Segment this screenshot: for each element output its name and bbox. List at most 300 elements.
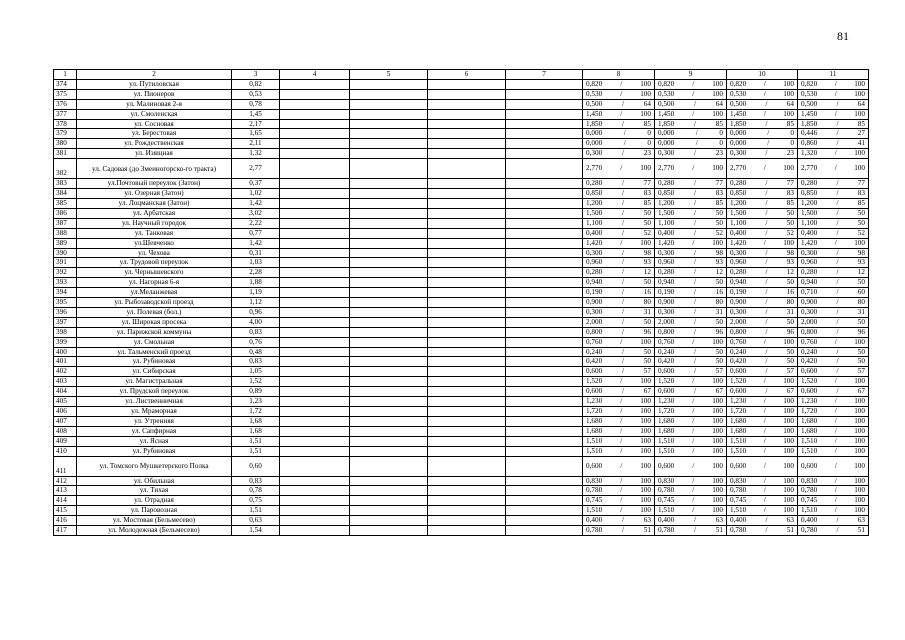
column-number-1: 1: [54, 70, 77, 80]
percent-value: 57: [715, 367, 723, 376]
empty-cell: [506, 189, 583, 199]
length-value: 1,230: [801, 397, 818, 406]
table-row: [54, 298, 869, 308]
empty-cell: [506, 238, 583, 248]
empty-cell: [428, 436, 506, 446]
length-value: 1,680: [658, 426, 675, 435]
separator-slash: /: [693, 149, 696, 158]
table-row: [54, 426, 869, 436]
empty-cell: [350, 327, 428, 337]
length-value: 0,300: [586, 149, 603, 158]
length-value: 0,900: [801, 298, 818, 307]
length-value: 0,240: [730, 347, 747, 356]
street-length: 0,83: [232, 327, 280, 337]
col9-value: [655, 179, 727, 189]
percent-value: 100: [854, 337, 865, 346]
empty-cell: [280, 337, 350, 347]
col10-value: [727, 506, 798, 516]
length-value: 1,230: [658, 397, 675, 406]
col8-value: [583, 476, 655, 486]
col9-value: [655, 307, 727, 317]
separator-slash: /: [836, 347, 839, 356]
length-value: 0,780: [586, 526, 603, 535]
table-row: [54, 268, 869, 278]
empty-cell: [280, 377, 350, 387]
length-value: 0,420: [658, 357, 675, 366]
length-value: 0,280: [586, 268, 603, 277]
separator-slash: /: [765, 387, 768, 396]
street-length: 3,02: [232, 208, 280, 218]
empty-cell: [280, 526, 350, 536]
length-value: 1,200: [730, 198, 747, 207]
empty-cell: [428, 238, 506, 248]
empty-cell: [506, 258, 583, 268]
empty-cell: [280, 89, 350, 99]
percent-value: 64: [857, 99, 865, 108]
street-name: ул. Паровозная: [77, 506, 232, 516]
empty-cell: [280, 278, 350, 288]
empty-cell: [280, 198, 350, 208]
length-value: 0,300: [801, 248, 818, 257]
table-row: [54, 189, 869, 199]
percent-value: 31: [857, 307, 865, 316]
separator-slash: /: [693, 516, 696, 525]
empty-cell: [350, 377, 428, 387]
empty-cell: [428, 367, 506, 377]
percent-value: 50: [786, 278, 794, 287]
col8-value: [583, 436, 655, 446]
col11-value: [798, 278, 869, 288]
table-row: [54, 416, 869, 426]
table-row: [54, 129, 869, 139]
col9-value: [655, 149, 727, 159]
col8-value: [583, 377, 655, 387]
length-value: 1,500: [586, 208, 603, 217]
col8-value: [583, 446, 655, 456]
length-value: 0,280: [801, 268, 818, 277]
col11-value: [798, 99, 869, 109]
row-number: 378: [54, 119, 77, 129]
row-number: 386: [54, 208, 77, 218]
table-row: [54, 476, 869, 486]
table-row: [54, 516, 869, 526]
percent-value: 100: [783, 89, 794, 98]
separator-slash: /: [620, 79, 623, 88]
length-value: 0,780: [801, 486, 818, 495]
length-value: 1,680: [586, 416, 603, 425]
page-number: 81: [837, 29, 849, 43]
separator-slash: /: [834, 377, 837, 386]
empty-cell: [350, 506, 428, 516]
length-value: 0,820: [658, 79, 675, 88]
street-name: ул. Смоленская: [77, 109, 232, 119]
col11-value: [798, 268, 869, 278]
street-name: ул. Широкая просека: [77, 317, 232, 327]
empty-cell: [350, 198, 428, 208]
percent-value: 50: [643, 208, 651, 217]
col10-value: [727, 149, 798, 159]
percent-value: 50: [715, 347, 723, 356]
col8-value: [583, 79, 655, 89]
empty-cell: [350, 208, 428, 218]
percent-value: 57: [857, 367, 865, 376]
separator-slash: /: [836, 288, 839, 297]
separator-slash: /: [693, 218, 696, 227]
length-value: 0,830: [730, 476, 747, 485]
col8-value: [583, 268, 655, 278]
col9-value: [655, 89, 727, 99]
percent-value: 93: [643, 258, 651, 267]
percent-value: 98: [715, 248, 723, 257]
percent-value: 100: [712, 238, 723, 247]
length-value: 0,780: [730, 486, 747, 495]
empty-cell: [428, 426, 506, 436]
percent-value: 100: [783, 461, 794, 470]
street-name: ул. Тихая: [77, 486, 232, 496]
table-row: [54, 99, 869, 109]
table-row: [54, 258, 869, 268]
length-value: 1,680: [730, 416, 747, 425]
percent-value: 98: [857, 248, 865, 257]
street-name: ул. Мраморная: [77, 407, 232, 417]
street-name: ул. Берестовая: [77, 129, 232, 139]
street-length: 0,78: [232, 99, 280, 109]
percent-value: 12: [857, 268, 865, 277]
empty-cell: [350, 99, 428, 109]
col11-value: [798, 407, 869, 417]
separator-slash: /: [836, 248, 839, 257]
table-row: [54, 218, 869, 228]
length-value: 1,520: [586, 377, 603, 386]
street-name: ул. Малиновая 2-я: [77, 99, 232, 109]
length-value: 1,850: [801, 119, 818, 128]
table-row: [54, 238, 869, 248]
row-number: 412: [54, 476, 77, 486]
street-name: ул. Обильная: [77, 476, 232, 486]
col10-value: [727, 278, 798, 288]
length-value: 0,600: [801, 461, 818, 470]
separator-slash: /: [620, 89, 623, 98]
percent-value: 85: [643, 198, 651, 207]
empty-cell: [428, 159, 506, 179]
length-value: 0,960: [801, 258, 818, 267]
length-value: 0,240: [801, 347, 818, 356]
separator-slash: /: [692, 416, 695, 425]
length-value: 1,320: [801, 149, 818, 158]
length-value: 0,600: [801, 367, 818, 376]
street-name: ул. Магистральная: [77, 377, 232, 387]
row-number: 402: [54, 367, 77, 377]
length-value: 1,680: [801, 416, 818, 425]
empty-cell: [506, 159, 583, 179]
empty-cell: [506, 486, 583, 496]
col10-value: [727, 357, 798, 367]
length-value: 0,745: [658, 496, 675, 505]
separator-slash: /: [620, 486, 623, 495]
percent-value: 0: [719, 129, 723, 138]
empty-cell: [428, 387, 506, 397]
separator-slash: /: [693, 228, 696, 237]
separator-slash: /: [693, 347, 696, 356]
row-number: 388: [54, 228, 77, 238]
separator-slash: /: [765, 208, 768, 217]
length-value: 0,860: [801, 139, 818, 148]
col8-value: [583, 109, 655, 119]
col11-value: [798, 416, 869, 426]
column-number-10: 10: [727, 70, 798, 80]
separator-slash: /: [695, 139, 698, 148]
column-number-4: 4: [280, 70, 350, 80]
length-value: 0,850: [730, 189, 747, 198]
empty-cell: [350, 347, 428, 357]
percent-value: 50: [857, 278, 865, 287]
percent-value: 23: [643, 149, 651, 158]
col8-value: [583, 238, 655, 248]
percent-value: 83: [715, 189, 723, 198]
empty-cell: [506, 139, 583, 149]
percent-value: 100: [712, 486, 723, 495]
col11-value: [798, 79, 869, 89]
empty-cell: [506, 129, 583, 139]
separator-slash: /: [621, 307, 624, 316]
length-value: 1,420: [586, 238, 603, 247]
length-value: 0,760: [586, 337, 603, 346]
empty-cell: [506, 436, 583, 446]
empty-cell: [506, 109, 583, 119]
col9-value: [655, 278, 727, 288]
length-value: 1,200: [586, 198, 603, 207]
separator-slash: /: [765, 516, 768, 525]
percent-value: 100: [640, 436, 651, 445]
street-length: 4,00: [232, 317, 280, 327]
col11-value: [798, 248, 869, 258]
empty-cell: [506, 496, 583, 506]
separator-slash: /: [693, 327, 696, 336]
separator-slash: /: [693, 99, 696, 108]
length-value: 0,780: [658, 486, 675, 495]
separator-slash: /: [763, 79, 766, 88]
street-name: ул. Трудовой переулок: [77, 258, 232, 268]
col11-value: [798, 317, 869, 327]
table-row: [54, 208, 869, 218]
col10-value: [727, 109, 798, 119]
col11-value: [798, 129, 869, 139]
separator-slash: /: [620, 496, 623, 505]
separator-slash: /: [765, 288, 768, 297]
empty-cell: [280, 476, 350, 486]
table-row: [54, 496, 869, 506]
length-value: 1,200: [801, 198, 818, 207]
col9-value: [655, 248, 727, 258]
separator-slash: /: [692, 461, 695, 470]
length-value: 0,600: [658, 461, 675, 470]
col9-value: [655, 397, 727, 407]
length-value: 0,530: [801, 89, 818, 98]
separator-slash: /: [693, 317, 696, 326]
percent-value: 100: [783, 79, 794, 88]
empty-cell: [280, 109, 350, 119]
empty-cell: [280, 129, 350, 139]
col11-value: [798, 198, 869, 208]
empty-cell: [506, 298, 583, 308]
percent-value: 50: [715, 317, 723, 326]
percent-value: 50: [643, 218, 651, 227]
street-length: 0,75: [232, 496, 280, 506]
row-number: 413: [54, 486, 77, 496]
table-row: [54, 327, 869, 337]
separator-slash: /: [620, 506, 623, 515]
percent-value: 50: [857, 347, 865, 356]
separator-slash: /: [836, 189, 839, 198]
separator-slash: /: [834, 496, 837, 505]
percent-value: 100: [640, 486, 651, 495]
percent-value: 50: [715, 278, 723, 287]
separator-slash: /: [836, 119, 839, 128]
separator-slash: /: [836, 317, 839, 326]
col9-value: [655, 436, 727, 446]
percent-value: 27: [857, 129, 865, 138]
empty-cell: [506, 337, 583, 347]
length-value: 0,800: [658, 327, 675, 336]
separator-slash: /: [763, 407, 766, 415]
separator-slash: /: [620, 164, 623, 173]
street-length: 1,68: [232, 426, 280, 436]
separator-slash: /: [621, 327, 624, 336]
separator-slash: /: [620, 238, 623, 247]
col10-value: [727, 436, 798, 446]
col10-value: [727, 198, 798, 208]
separator-slash: /: [834, 476, 837, 485]
col9-value: [655, 288, 727, 298]
separator-slash: /: [621, 347, 624, 356]
separator-slash: /: [692, 496, 695, 505]
separator-slash: /: [693, 179, 696, 188]
percent-value: 85: [786, 198, 794, 207]
table-row: [54, 198, 869, 208]
percent-value: 63: [643, 516, 651, 525]
empty-cell: [350, 189, 428, 199]
empty-cell: [506, 268, 583, 278]
col9-value: [655, 456, 727, 476]
empty-cell: [506, 89, 583, 99]
empty-cell: [428, 407, 506, 417]
empty-cell: [428, 248, 506, 258]
empty-cell: [428, 198, 506, 208]
length-value: 0,300: [801, 307, 818, 316]
separator-slash: /: [836, 516, 839, 525]
col9-value: [655, 476, 727, 486]
col9-value: [655, 516, 727, 526]
length-value: 1,420: [801, 238, 818, 247]
length-value: 0,500: [730, 99, 747, 108]
length-value: 1,500: [730, 208, 747, 217]
percent-value: 100: [854, 238, 865, 247]
percent-value: 100: [640, 337, 651, 346]
percent-value: 100: [712, 506, 723, 515]
col11-value: [798, 496, 869, 506]
separator-slash: /: [836, 307, 839, 316]
length-value: 0,600: [730, 367, 747, 376]
length-value: 0,800: [801, 327, 818, 336]
percent-value: 50: [715, 208, 723, 217]
length-value: 0,940: [801, 278, 818, 287]
street-length: 1,02: [232, 189, 280, 199]
percent-value: 100: [854, 461, 865, 470]
empty-cell: [350, 397, 428, 407]
col9-value: [655, 189, 727, 199]
table-row: [54, 407, 869, 417]
separator-slash: /: [765, 248, 768, 257]
empty-cell: [280, 208, 350, 218]
col10-value: [727, 99, 798, 109]
col8-value: [583, 139, 655, 149]
length-value: 1,510: [658, 506, 675, 515]
table-row: [54, 456, 869, 476]
percent-value: 51: [643, 526, 651, 535]
separator-slash: /: [836, 526, 839, 535]
street-name: ул.Шевченко: [77, 238, 232, 248]
col10-value: [727, 119, 798, 129]
separator-slash: /: [692, 446, 695, 455]
length-value: 2,770: [658, 164, 675, 173]
separator-slash: /: [692, 436, 695, 445]
table-row: [54, 526, 869, 536]
separator-slash: /: [623, 129, 626, 138]
col8-value: [583, 516, 655, 526]
percent-value: 60: [857, 288, 865, 297]
separator-slash: /: [692, 506, 695, 515]
percent-value: 50: [786, 347, 794, 356]
length-value: 1,520: [730, 377, 747, 386]
percent-value: 23: [786, 149, 794, 158]
empty-cell: [350, 476, 428, 486]
table-row: [54, 248, 869, 258]
separator-slash: /: [763, 446, 766, 455]
table-row: [54, 119, 869, 129]
col9-value: [655, 99, 727, 109]
col11-value: [798, 159, 869, 179]
empty-cell: [428, 397, 506, 407]
empty-cell: [428, 357, 506, 367]
street-name: ул. Рубиновая: [77, 357, 232, 367]
street-name: ул. Сапфирная: [77, 426, 232, 436]
col11-value: [798, 476, 869, 486]
col8-value: [583, 327, 655, 337]
row-number: 398: [54, 327, 77, 337]
empty-cell: [428, 476, 506, 486]
col11-value: [798, 179, 869, 189]
separator-slash: /: [765, 198, 768, 207]
street-length: 1,12: [232, 298, 280, 308]
row-number: 392: [54, 268, 77, 278]
separator-slash: /: [765, 258, 768, 267]
separator-slash: /: [836, 327, 839, 336]
col8-value: [583, 486, 655, 496]
separator-slash: /: [763, 89, 766, 98]
col10-value: [727, 347, 798, 357]
empty-cell: [506, 397, 583, 407]
table-row: [54, 377, 869, 387]
percent-value: 52: [786, 228, 794, 237]
percent-value: 85: [715, 198, 723, 207]
separator-slash: /: [836, 99, 839, 108]
length-value: 0,280: [658, 179, 675, 188]
length-value: 1,420: [730, 238, 747, 247]
col8-value: [583, 426, 655, 436]
length-value: 0,830: [586, 476, 603, 485]
col11-value: [798, 357, 869, 367]
separator-slash: /: [620, 426, 623, 435]
